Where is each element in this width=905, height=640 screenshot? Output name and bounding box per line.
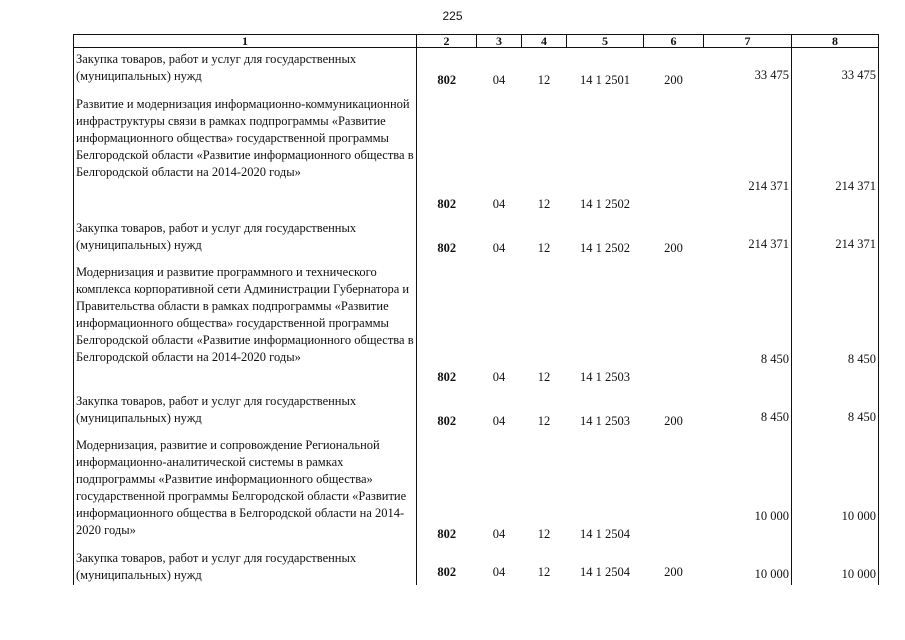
cell-grbs: 802 bbox=[437, 413, 457, 428]
cell-target-article: 14 1 2503 bbox=[580, 413, 630, 428]
cell-amount-1: 8 450 bbox=[704, 261, 792, 390]
cell-section: 04 bbox=[492, 72, 506, 87]
cell-amount-2: 8 450 bbox=[792, 390, 879, 434]
row-name: Закупка товаров, работ и услуг для государственных (муниципальных) нужд bbox=[74, 390, 417, 434]
cell-section: 04 bbox=[492, 526, 506, 541]
cell-target-article: 14 1 2503 bbox=[580, 369, 630, 384]
cell-grbs: 802 bbox=[437, 72, 457, 87]
column-header-6: 6 bbox=[644, 35, 704, 48]
cell-expense-type: 200 bbox=[664, 72, 683, 87]
column-header-4: 4 bbox=[522, 35, 567, 48]
cell-expense-type: 200 bbox=[664, 413, 683, 428]
cell-subsection: 12 bbox=[537, 526, 551, 541]
cell-amount-2: 214 371 bbox=[792, 217, 879, 261]
row-name: Развитие и модернизация информационно-коммуникационной инфраструктуры связи в рамках подпрограммы «Развитие информационного общества» государственной программы Белгородской области «Развитие информационного общества в Белгородской области на 2014-2020 годы» bbox=[74, 93, 417, 217]
table-row bbox=[74, 390, 879, 434]
table-header bbox=[74, 35, 879, 48]
cell-amount-1: 214 371 bbox=[704, 217, 792, 261]
cell-expense-type bbox=[644, 261, 704, 390]
cell-section: 04 bbox=[492, 369, 506, 384]
row-name: Закупка товаров, работ и услуг для государственных (муниципальных) нужд bbox=[74, 48, 417, 93]
cell-target-article: 14 1 2504 bbox=[580, 564, 630, 579]
column-header-3: 3 bbox=[477, 35, 522, 48]
cell-section: 04 bbox=[492, 240, 506, 255]
cell-subsection: 12 bbox=[537, 72, 551, 87]
header-row bbox=[74, 35, 879, 48]
cell-amount-1: 214 371 bbox=[704, 93, 792, 217]
cell-subsection: 12 bbox=[537, 564, 551, 579]
cell-amount-1: 8 450 bbox=[704, 390, 792, 434]
cell-expense-type: 200 bbox=[664, 240, 683, 255]
cell-amount-2: 10 000 bbox=[792, 547, 879, 585]
cell-subsection: 12 bbox=[537, 240, 551, 255]
cell-amount-1: 10 000 bbox=[704, 547, 792, 585]
cell-target-article: 14 1 2504 bbox=[580, 526, 630, 541]
cell-amount-2: 8 450 bbox=[792, 261, 879, 390]
cell-expense-type: 200 bbox=[664, 564, 683, 579]
cell-grbs: 802 bbox=[437, 526, 457, 541]
cell-section: 04 bbox=[492, 413, 506, 428]
cell-expense-type bbox=[644, 93, 704, 217]
row-name: Закупка товаров, работ и услуг для государственных (муниципальных) нужд bbox=[74, 547, 417, 585]
column-header-7: 7 bbox=[704, 35, 792, 48]
cell-grbs: 802 bbox=[437, 369, 457, 384]
cell-target-article: 14 1 2502 bbox=[580, 240, 630, 255]
cell-amount-2: 214 371 bbox=[792, 93, 879, 217]
cell-grbs: 802 bbox=[437, 240, 457, 255]
cell-subsection: 12 bbox=[537, 369, 551, 384]
cell-amount-2: 10 000 bbox=[792, 434, 879, 547]
cell-section: 04 bbox=[492, 564, 506, 579]
table-row bbox=[74, 217, 879, 261]
column-header-2: 2 bbox=[417, 35, 477, 48]
cell-subsection: 12 bbox=[537, 196, 551, 211]
cell-section: 04 bbox=[492, 196, 506, 211]
table-row bbox=[74, 93, 879, 217]
table-row bbox=[74, 261, 879, 390]
table-body bbox=[74, 48, 879, 585]
cell-target-article: 14 1 2501 bbox=[580, 72, 630, 87]
budget-table bbox=[73, 34, 879, 585]
column-header-1: 1 bbox=[74, 35, 417, 48]
column-header-5: 5 bbox=[567, 35, 644, 48]
table-row bbox=[74, 48, 879, 93]
page-number: 225 bbox=[442, 9, 463, 23]
cell-amount-1: 10 000 bbox=[704, 434, 792, 547]
cell-expense-type bbox=[644, 434, 704, 547]
cell-subsection: 12 bbox=[537, 413, 551, 428]
column-header-8: 8 bbox=[792, 35, 879, 48]
row-name: Модернизация и развитие программного и технического комплекса корпоративной сети Администрации Губернатора и Правительства области в рамках подпрограммы «Развитие информационного общества» государственной программы Белгородской области «Развитие информационного общества в Белгородской области на 2014-2020 годы» bbox=[74, 261, 417, 390]
cell-target-article: 14 1 2502 bbox=[580, 196, 630, 211]
cell-amount-2: 33 475 bbox=[792, 48, 879, 93]
cell-grbs: 802 bbox=[437, 564, 457, 579]
row-name: Модернизация, развитие и сопровождение Региональной информационно-аналитической системы в рамках подпрограммы «Развитие информационного общества» государственной программы Белгородской области «Развитие информационного общества в Белгородской области на 2014-2020 годы» bbox=[74, 434, 417, 547]
cell-grbs: 802 bbox=[437, 196, 457, 211]
row-name: Закупка товаров, работ и услуг для государственных (муниципальных) нужд bbox=[74, 217, 417, 261]
table-row bbox=[74, 434, 879, 547]
cell-amount-1: 33 475 bbox=[704, 48, 792, 93]
table-row bbox=[74, 547, 879, 585]
